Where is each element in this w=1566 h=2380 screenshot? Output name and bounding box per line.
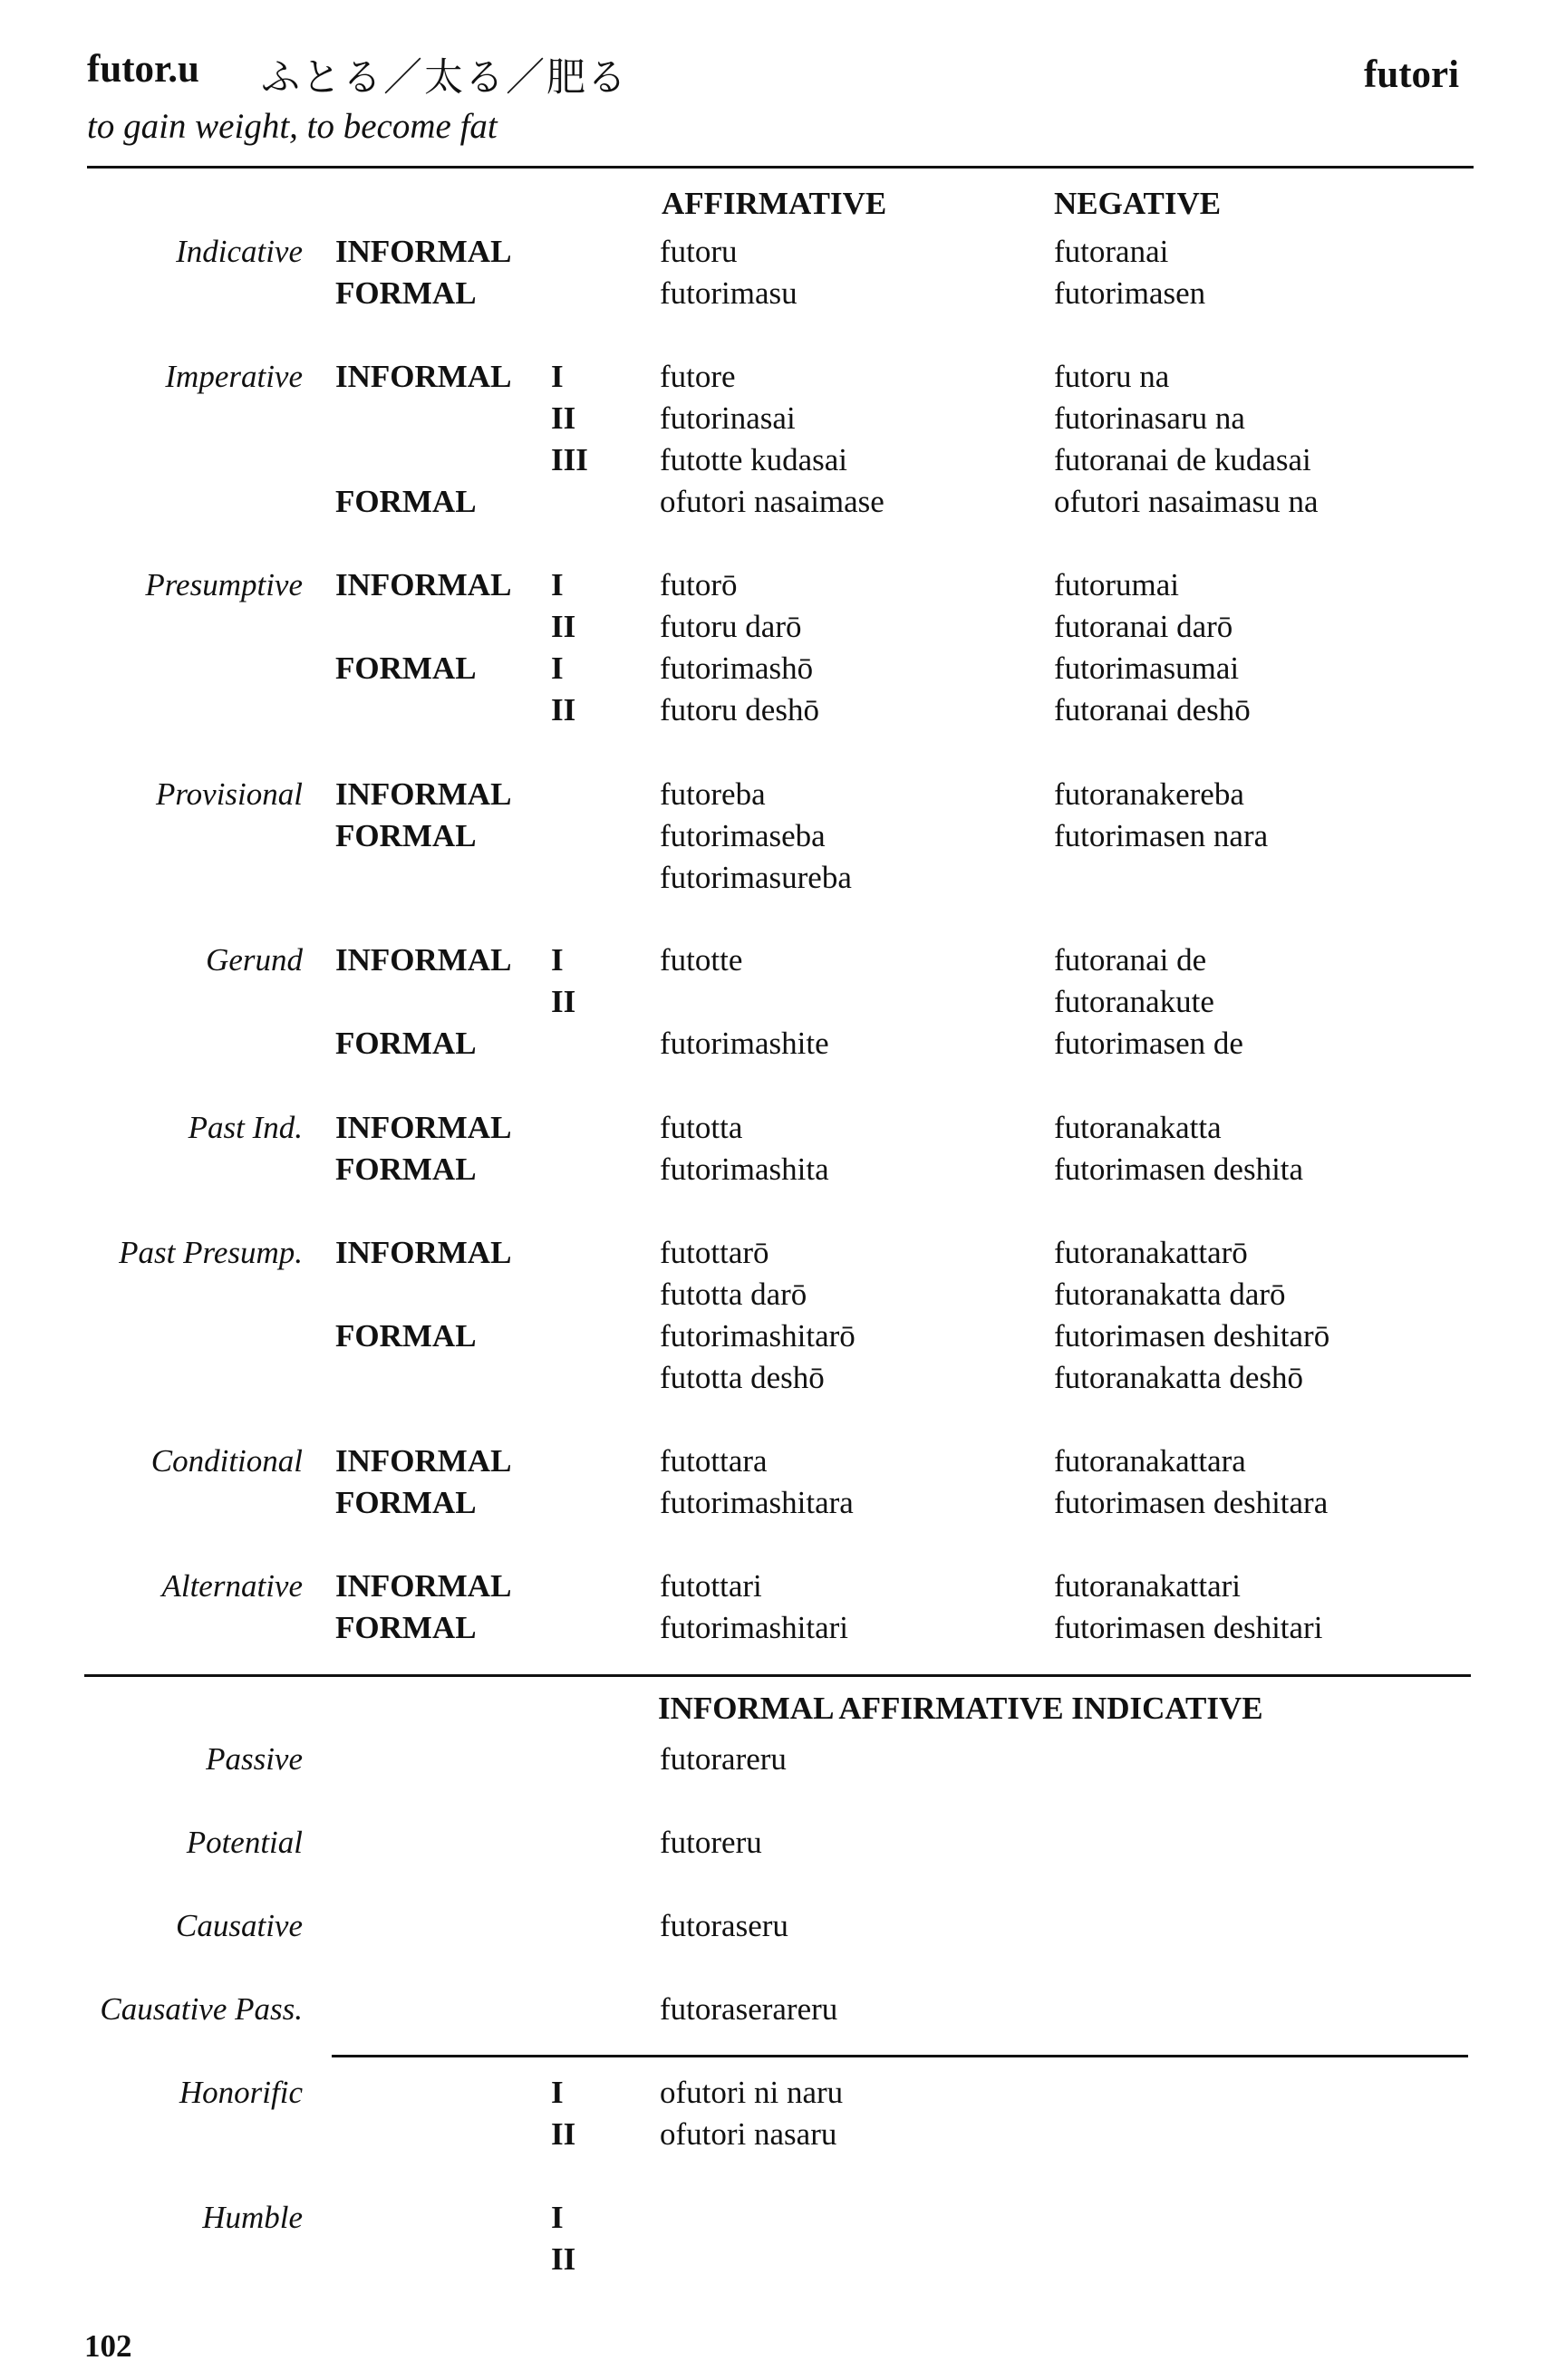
derived-label: Causative Pass. [100,1991,303,2027]
negative-form: futoranai deshō [1054,692,1251,727]
affirmative-form: futottari [660,1568,762,1604]
form-number: II [551,400,576,436]
affirmative-form: futotta deshō [660,1360,825,1395]
negative-form: futoranakattari [1054,1568,1242,1604]
affirmative-form: futorinasai [660,400,796,436]
affirmative-form: futorimashita [660,1151,829,1187]
affirmative-form: futoru deshō [660,692,819,727]
affirmative-form: futotte [660,942,743,978]
level-label: FORMAL [335,1485,477,1520]
derived-label: Passive [206,1741,303,1777]
form-number: I [551,2075,564,2110]
affirmative-form: futotte kudasai [660,442,848,477]
affirmative-form: futoru darō [660,609,802,644]
honorific-rule [332,2055,1468,2057]
negative-form: futoranakatta [1054,1110,1222,1145]
negative-form: futoranai darō [1054,609,1233,644]
entry-stem: futori [1364,53,1460,96]
form-number: III [551,442,588,477]
form-number: II [551,2116,576,2152]
negative-form: futorimasen deshitarō [1054,1318,1330,1354]
honorific-form: ofutori nasaru [660,2116,837,2152]
negative-form: futoranai [1054,234,1169,269]
affirmative-form: futore [660,359,736,394]
derived-form: futoraserareru [660,1991,838,2027]
negative-heading: NEGATIVE [1054,186,1222,221]
level-label: FORMAL [335,650,477,686]
level-label: INFORMAL [335,1568,512,1604]
top-rule [87,166,1474,169]
section-label: Gerund [206,942,303,978]
negative-form: futorinasaru na [1054,400,1245,436]
middle-rule [84,1674,1471,1677]
negative-form: futoranai de kudasai [1054,442,1311,477]
affirmative-form: futorimashitari [660,1610,849,1645]
negative-form: futoranakereba [1054,776,1244,812]
page-number: 102 [84,2328,132,2364]
level-label: INFORMAL [335,359,512,394]
level-label: INFORMAL [335,1110,512,1145]
affirmative-form: futotta darō [660,1277,807,1312]
level-label: INFORMAL [335,776,512,812]
negative-form: futorimasumai [1054,650,1240,686]
level-label: FORMAL [335,1026,477,1061]
level-label: FORMAL [335,1151,477,1187]
section-label: Imperative [165,359,303,394]
negative-form: futoranakatta darō [1054,1277,1286,1312]
negative-form: futorimasen de [1054,1026,1243,1061]
form-number: I [551,567,564,602]
affirmative-heading: AFFIRMATIVE [662,186,887,221]
section-label: Provisional [155,776,303,812]
level-label: INFORMAL [335,1443,512,1479]
affirmative-form: futorimasureba [660,860,852,895]
negative-form: futorimasen nara [1054,818,1269,853]
affirmative-form: futorimashite [660,1026,829,1061]
affirmative-form: futorimashitara [660,1485,854,1520]
affirmative-form: futorimaseba [660,818,826,853]
honorific-label: Honorific [179,2075,303,2110]
section-label: Alternative [161,1568,303,1604]
negative-form: futoranakattara [1054,1443,1246,1479]
derived-form: futoraseru [660,1908,788,1943]
entry-japanese: ふとる／太る／肥る [261,55,628,101]
honorific-form: ofutori ni naru [660,2075,844,2110]
negative-form: futoru na [1054,359,1170,394]
lower-heading: INFORMAL AFFIRMATIVE INDICATIVE [658,1691,1263,1726]
form-number: II [551,692,576,727]
affirmative-form: futottara [660,1443,768,1479]
form-number: I [551,359,564,394]
level-label: FORMAL [335,818,477,853]
affirmative-form: futoreba [660,776,766,812]
affirmative-form: futorimasu [660,275,798,311]
affirmative-form: futorimashitarō [660,1318,856,1354]
derived-label: Causative [176,1908,303,1943]
affirmative-form: futotta [660,1110,743,1145]
negative-form: futorimasen [1054,275,1206,311]
level-label: INFORMAL [335,567,512,602]
negative-form: futoranai de [1054,942,1207,978]
derived-form: futorareru [660,1741,787,1777]
affirmative-form: futorimashō [660,650,814,686]
form-number: I [551,942,564,978]
honorific-label: Humble [202,2200,303,2235]
level-label: FORMAL [335,275,477,311]
negative-form: futorimasen deshitari [1054,1610,1323,1645]
entry-meaning: to gain weight, to become fat [87,107,498,146]
level-label: INFORMAL [335,1235,512,1270]
level-label: FORMAL [335,1610,477,1645]
derived-label: Potential [186,1825,303,1860]
level-label: INFORMAL [335,234,512,269]
form-number: II [551,984,576,1019]
affirmative-form: ofutori nasaimase [660,484,884,519]
entry-title: futor.u [87,48,199,91]
form-number: I [551,2200,564,2235]
section-label: Past Presump. [119,1235,303,1270]
negative-form: futoranakute [1054,984,1214,1019]
affirmative-form: futottarō [660,1235,769,1270]
negative-form: ofutori nasaimasu na [1054,484,1319,519]
negative-form: futorumai [1054,567,1180,602]
level-label: FORMAL [335,1318,477,1354]
negative-form: futoranakatta deshō [1054,1360,1304,1395]
section-label: Indicative [176,234,303,269]
negative-form: futorimasen deshita [1054,1151,1304,1187]
negative-form: futorimasen deshitara [1054,1485,1329,1520]
form-number: II [551,2241,576,2277]
affirmative-form: futoru [660,234,738,269]
level-label: FORMAL [335,484,477,519]
affirmative-form: futorō [660,567,738,602]
form-number: II [551,609,576,644]
negative-form: futoranakattarō [1054,1235,1248,1270]
section-label: Past Ind. [188,1110,303,1145]
level-label: INFORMAL [335,942,512,978]
form-number: I [551,650,564,686]
derived-form: futoreru [660,1825,762,1860]
section-label: Presumptive [145,567,303,602]
section-label: Conditional [150,1443,303,1479]
